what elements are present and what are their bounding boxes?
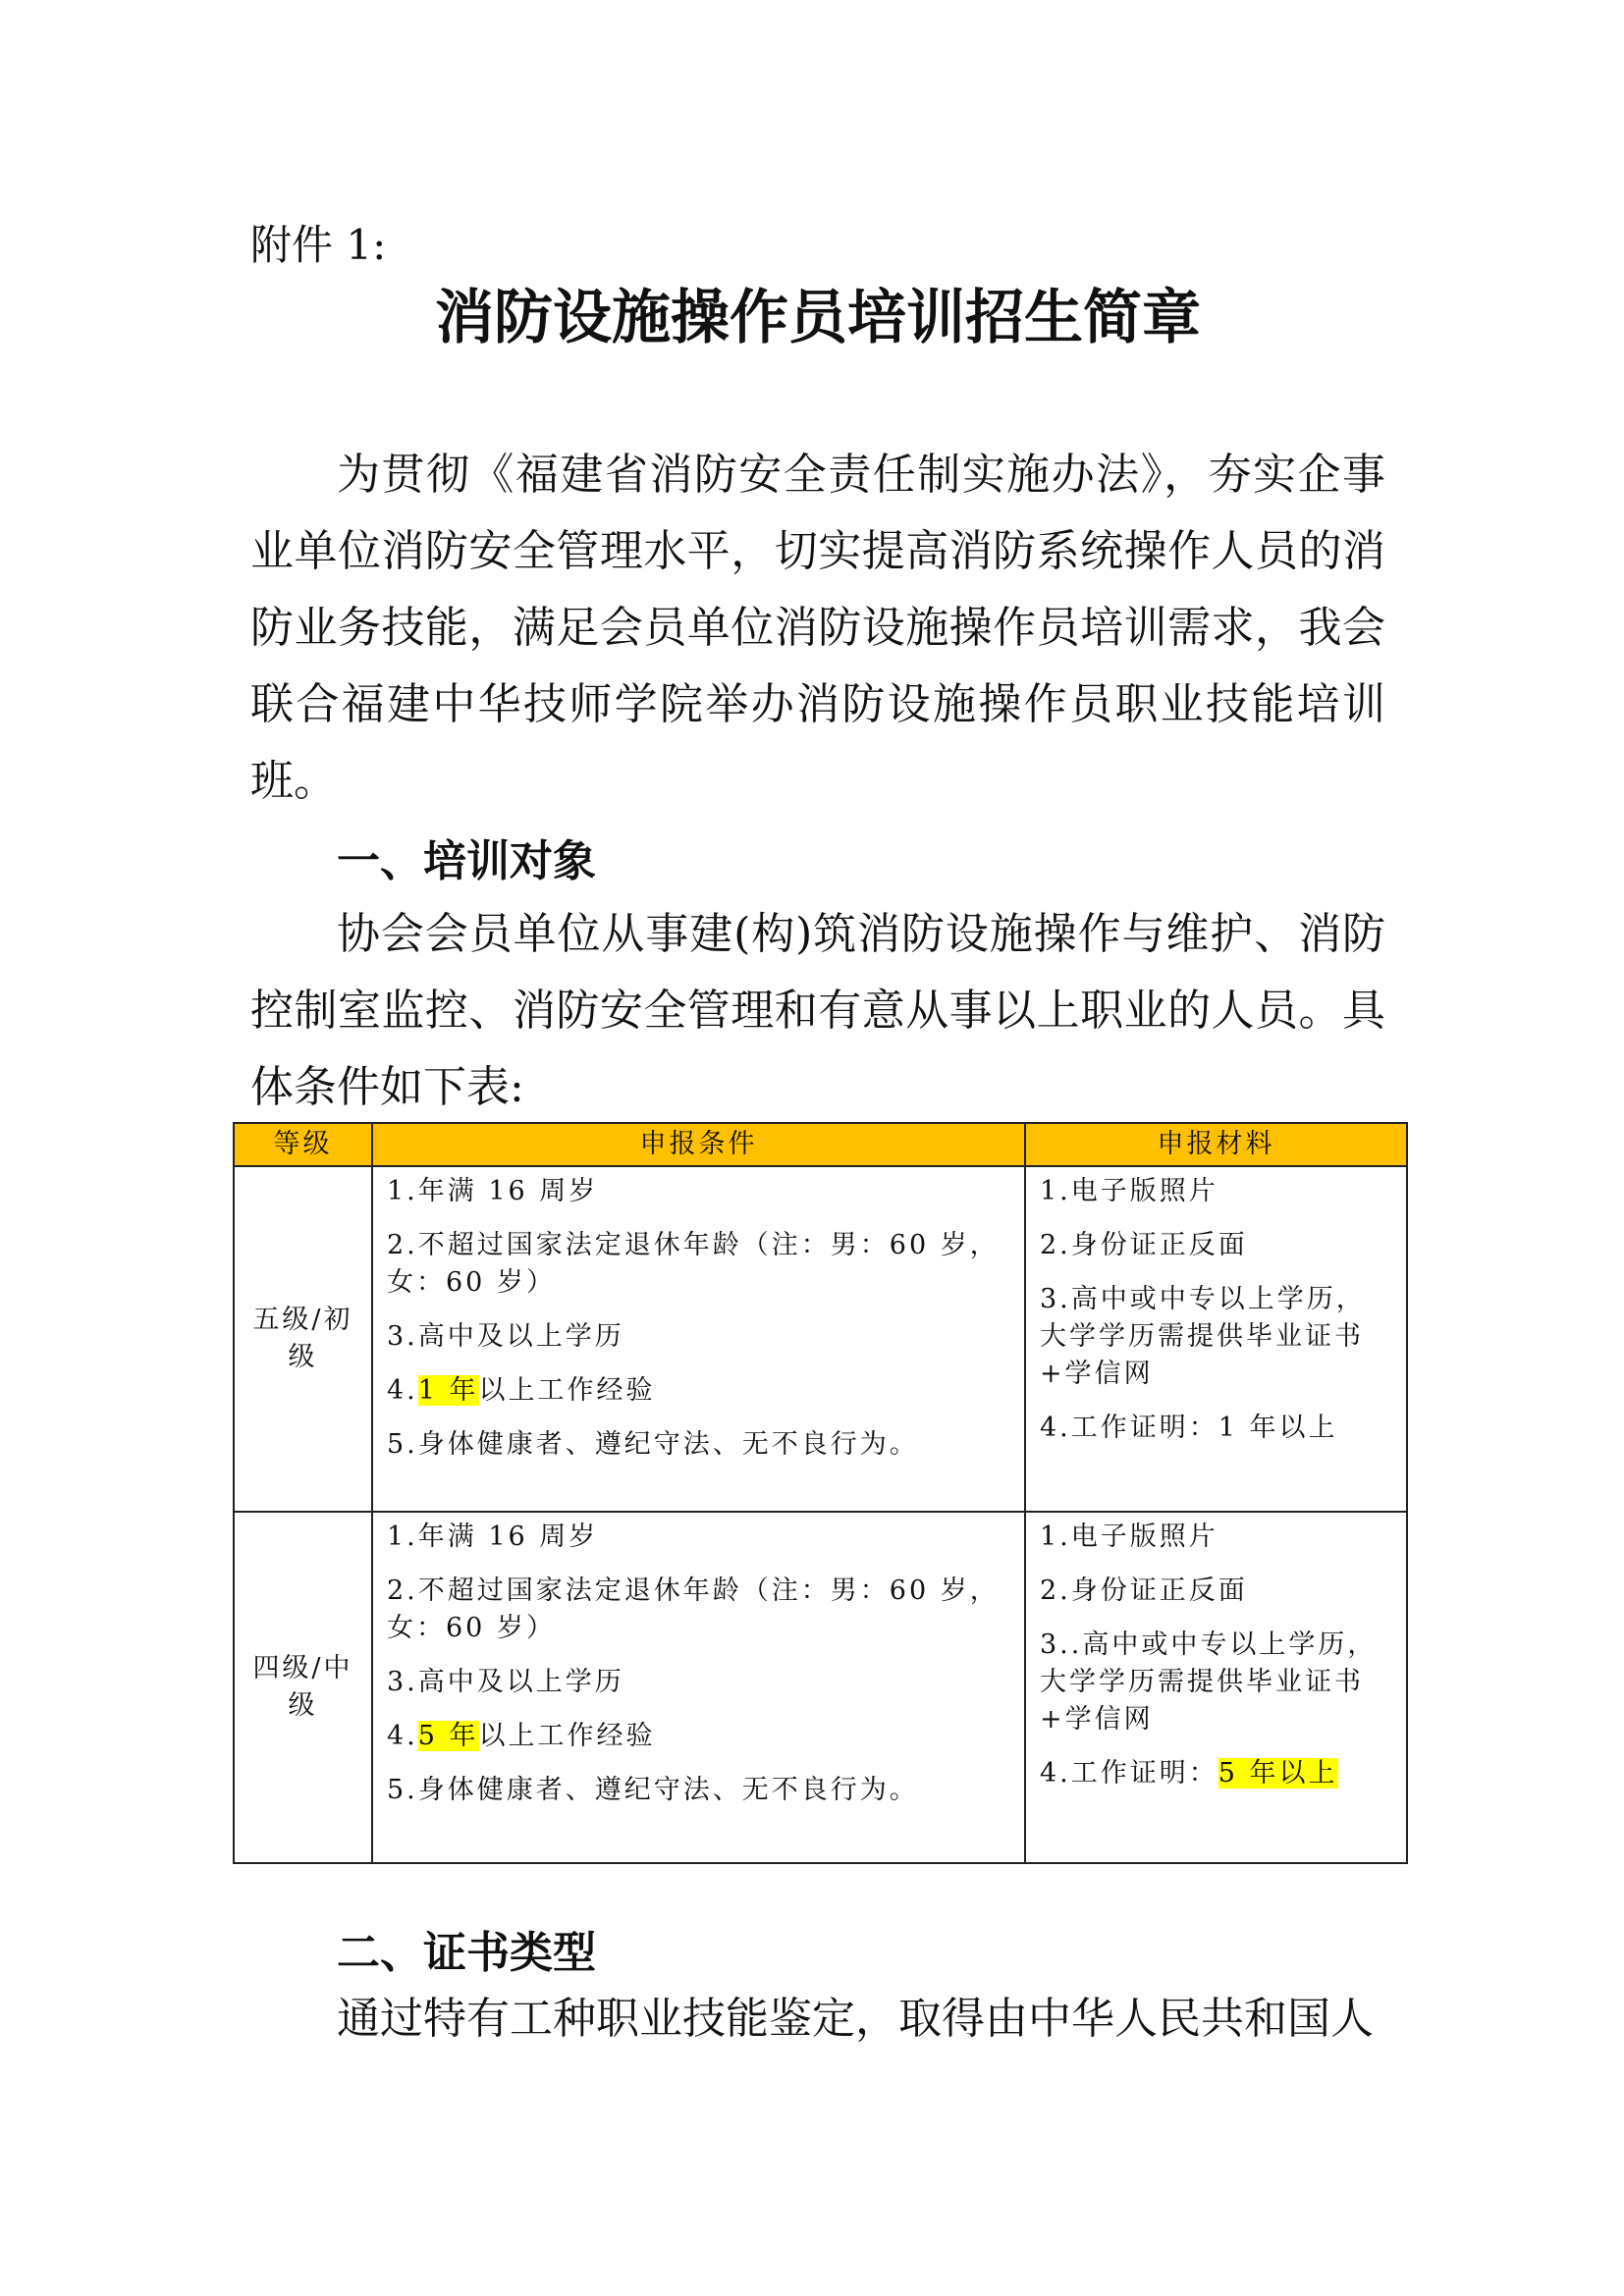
material-item: 3..高中或中专以上学历，大学学历需提供毕业证书+学信网 <box>1040 1629 1378 1735</box>
requirements-table <box>233 1122 1408 1864</box>
material-item: 4.工作证明：1 年以上 <box>1040 1413 1338 1443</box>
condition-item: 1.年满 16 周岁 <box>387 1176 599 1206</box>
materials-cell <box>1025 1512 1407 1863</box>
certificate-type-paragraph: 通过特有工种职业技能鉴定，取得由中华人民共和国人 <box>337 1994 1374 2044</box>
conditions-cell <box>372 1512 1025 1863</box>
condition-item: 3.高中及以上学历 <box>387 1321 624 1352</box>
table-row <box>234 1166 1407 1512</box>
intro-paragraph: 为贯彻《福建省消防安全责任制实施办法》，夯实企事业单位消防安全管理水平，切实提高消防系统操作人员的消防业务技能，满足会员单位消防设施操作员培训需求，我会联合福建中华技师学院举办消防设施操作员职业技能培训班。 <box>250 450 1385 806</box>
grade-cell: 五级/初级 <box>234 1166 372 1512</box>
highlighted-years: 1 年 <box>417 1375 479 1406</box>
condition-prefix: 4. <box>387 1721 418 1751</box>
condition-suffix: 以上工作经验 <box>478 1375 656 1406</box>
training-target-paragraph: 协会会员单位从事建(构)筑消防设施操作与维护、消防控制室监控、消防安全管理和有意从事以上职业的人员。具体条件如下表: <box>250 909 1385 1112</box>
condition-item: 5.身体健康者、遵纪守法、无不良行为。 <box>387 1775 919 1805</box>
table-row <box>234 1512 1407 1863</box>
condition-prefix: 4. <box>387 1375 418 1406</box>
header-conditions: 申报条件 <box>372 1123 1025 1166</box>
highlighted-years: 5 年以上 <box>1218 1758 1338 1789</box>
condition-item: 1.年满 16 周岁 <box>387 1522 599 1552</box>
condition-item: 3.高中及以上学历 <box>387 1667 624 1697</box>
conditions-cell <box>372 1166 1025 1512</box>
condition-item <box>387 1718 1010 1755</box>
material-item: 1.电子版照片 <box>1040 1522 1218 1552</box>
attachment-label: 附件 1: <box>250 221 387 269</box>
material-item <box>1040 1755 1392 1792</box>
highlighted-years: 5 年 <box>417 1721 479 1751</box>
condition-item <box>387 1372 1010 1410</box>
section-heading-training-target: 一、培训对象 <box>337 836 596 886</box>
materials-cell <box>1025 1166 1407 1512</box>
material-item: 2.身份证正反面 <box>1040 1575 1248 1606</box>
section-heading-certificate-type: 二、证书类型 <box>337 1928 596 1978</box>
header-materials: 申报材料 <box>1025 1123 1407 1166</box>
header-grade: 等级 <box>234 1123 372 1166</box>
table-header-row <box>234 1123 1407 1166</box>
condition-item: 2.不超过国家法定退休年龄（注：男：60 岁，女：60 岁） <box>387 1575 1000 1643</box>
material-item: 2.身份证正反面 <box>1040 1230 1248 1260</box>
document-title: 消防设施操作员培训招生简章 <box>435 284 1201 352</box>
condition-item: 2.不超过国家法定退休年龄（注：男：60 岁，女：60 岁） <box>387 1230 1000 1298</box>
grade-cell: 四级/中级 <box>234 1512 372 1863</box>
material-item: 1.电子版照片 <box>1040 1176 1218 1206</box>
material-item: 3.高中或中专以上学历，大学学历需提供毕业证书+学信网 <box>1040 1284 1366 1389</box>
condition-suffix: 以上工作经验 <box>478 1721 656 1751</box>
condition-item: 5.身体健康者、遵纪守法、无不良行为。 <box>387 1429 919 1460</box>
material-prefix: 4.工作证明： <box>1040 1758 1218 1789</box>
